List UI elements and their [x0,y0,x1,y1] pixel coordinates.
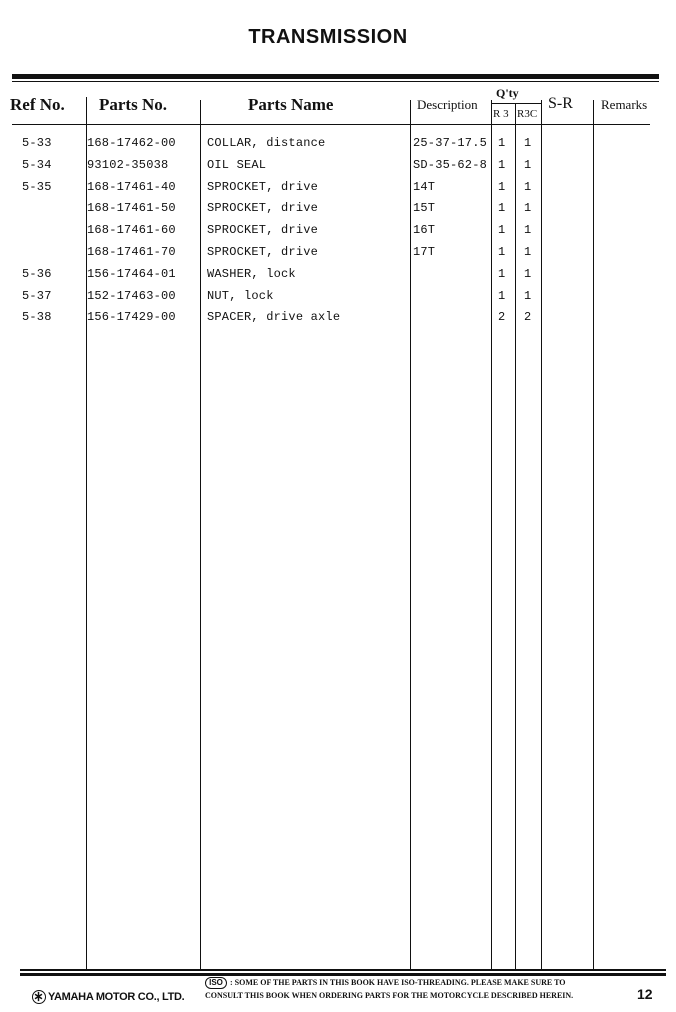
header-r3: R 3 [493,108,509,120]
row-part-no: 156-17429-00 [87,310,176,325]
header-sr: S-R [548,95,573,112]
footer-note-line1: : SOME OF THE PARTS IN THIS BOOK HAVE ISO-THREADING. PLEASE MAKE SURE TO [230,978,566,987]
header-remarks: Remarks [601,97,648,112]
row-part-no: 156-17464-01 [87,266,176,281]
row-description: 15T [413,201,436,216]
row-qty-r3: 1 [498,136,506,150]
row-qty-r3c: 1 [524,179,532,194]
row-description: SD-35-62-8 [413,157,488,172]
page-title: TRANSMISSION [248,26,408,48]
row-qty-r3c: 1 [524,223,532,238]
iso-badge [205,977,227,989]
row-description: 16T [413,223,436,238]
header-parts-name: Parts Name [248,95,334,114]
row-part-no: 168-17461-70 [87,245,176,259]
yamaha-logo-icon [32,990,46,1004]
iso-badge-label: ISO [209,978,223,987]
row-qty-r3c: 1 [524,136,532,150]
qty-subheader-rule [491,103,541,104]
header-parts-no: Parts No. [99,95,167,114]
column-divider-r3c [541,100,542,969]
page-number: 12 [637,986,653,1002]
row-qty-r3c: 1 [524,245,532,259]
row-qty-r3: 1 [498,266,506,281]
column-divider-r3 [515,104,516,969]
row-part-no: 93102-35038 [87,157,169,172]
row-qty-r3: 1 [498,179,506,194]
row-part-no: 152-17463-00 [87,288,176,303]
row-part-no: 168-17461-50 [87,201,176,216]
row-qty-r3: 1 [498,157,506,172]
footer-note-line2: CONSULT THIS BOOK WHEN ORDERING PARTS FOR THE MOTORCYCLE DESCRIBED HEREIN. [205,991,574,1000]
row-description: 25-37-17.5 [413,136,488,150]
row-part-name: SPROCKET, drive [207,223,319,238]
row-qty-r3: 1 [498,201,506,216]
header-bottom-rule [12,124,650,125]
row-qty-r3c: 2 [524,310,532,325]
row-part-name: NUT, lock [207,288,274,303]
row-qty-r3c: 1 [524,201,532,216]
row-part-name: OIL SEAL [207,157,267,172]
row-part-no: 168-17461-60 [87,223,176,238]
column-divider-partno [200,100,201,969]
header-qty: Q'ty [496,86,519,100]
row-qty-r3: 1 [498,245,506,259]
row-qty-r3: 1 [498,288,506,303]
header-ref-no: Ref No. [10,95,65,114]
row-ref-no: 5-36 [22,266,52,281]
row-part-name: COLLAR, distance [207,136,326,150]
row-ref-no: 5-33 [22,136,52,150]
row-part-name: SPACER, drive axle [207,310,341,325]
column-divider-name [410,100,411,969]
row-ref-no: 5-35 [22,179,52,194]
footer-top-rule [20,969,666,971]
header-r3c: R3C [517,108,538,120]
company-name: YAMAHA MOTOR CO., LTD. [48,991,185,1003]
row-ref-no: 5-38 [22,310,52,325]
header-description: Description [417,97,478,112]
row-part-name: SPROCKET, drive [207,201,319,216]
row-qty-r3: 2 [498,310,506,325]
column-divider-sr [593,100,594,969]
row-part-no: 168-17461-40 [87,179,176,194]
row-description: 17T [413,245,436,259]
row-part-name: SPROCKET, drive [207,179,319,194]
row-qty-r3c: 1 [524,266,532,281]
header-top-rule-thin [12,81,659,82]
column-divider-desc [491,100,492,969]
header-top-rule [12,74,659,79]
row-part-name: WASHER, lock [207,266,296,281]
row-ref-no: 5-37 [22,288,52,303]
row-qty-r3: 1 [498,223,506,238]
row-part-name: SPROCKET, drive [207,245,319,259]
row-qty-r3c: 1 [524,157,532,172]
footer-top-rule-thick [20,973,666,976]
row-ref-no: 5-34 [22,157,52,172]
row-description: 14T [413,179,436,194]
row-part-no: 168-17462-00 [87,136,176,150]
row-qty-r3c: 1 [524,288,532,303]
